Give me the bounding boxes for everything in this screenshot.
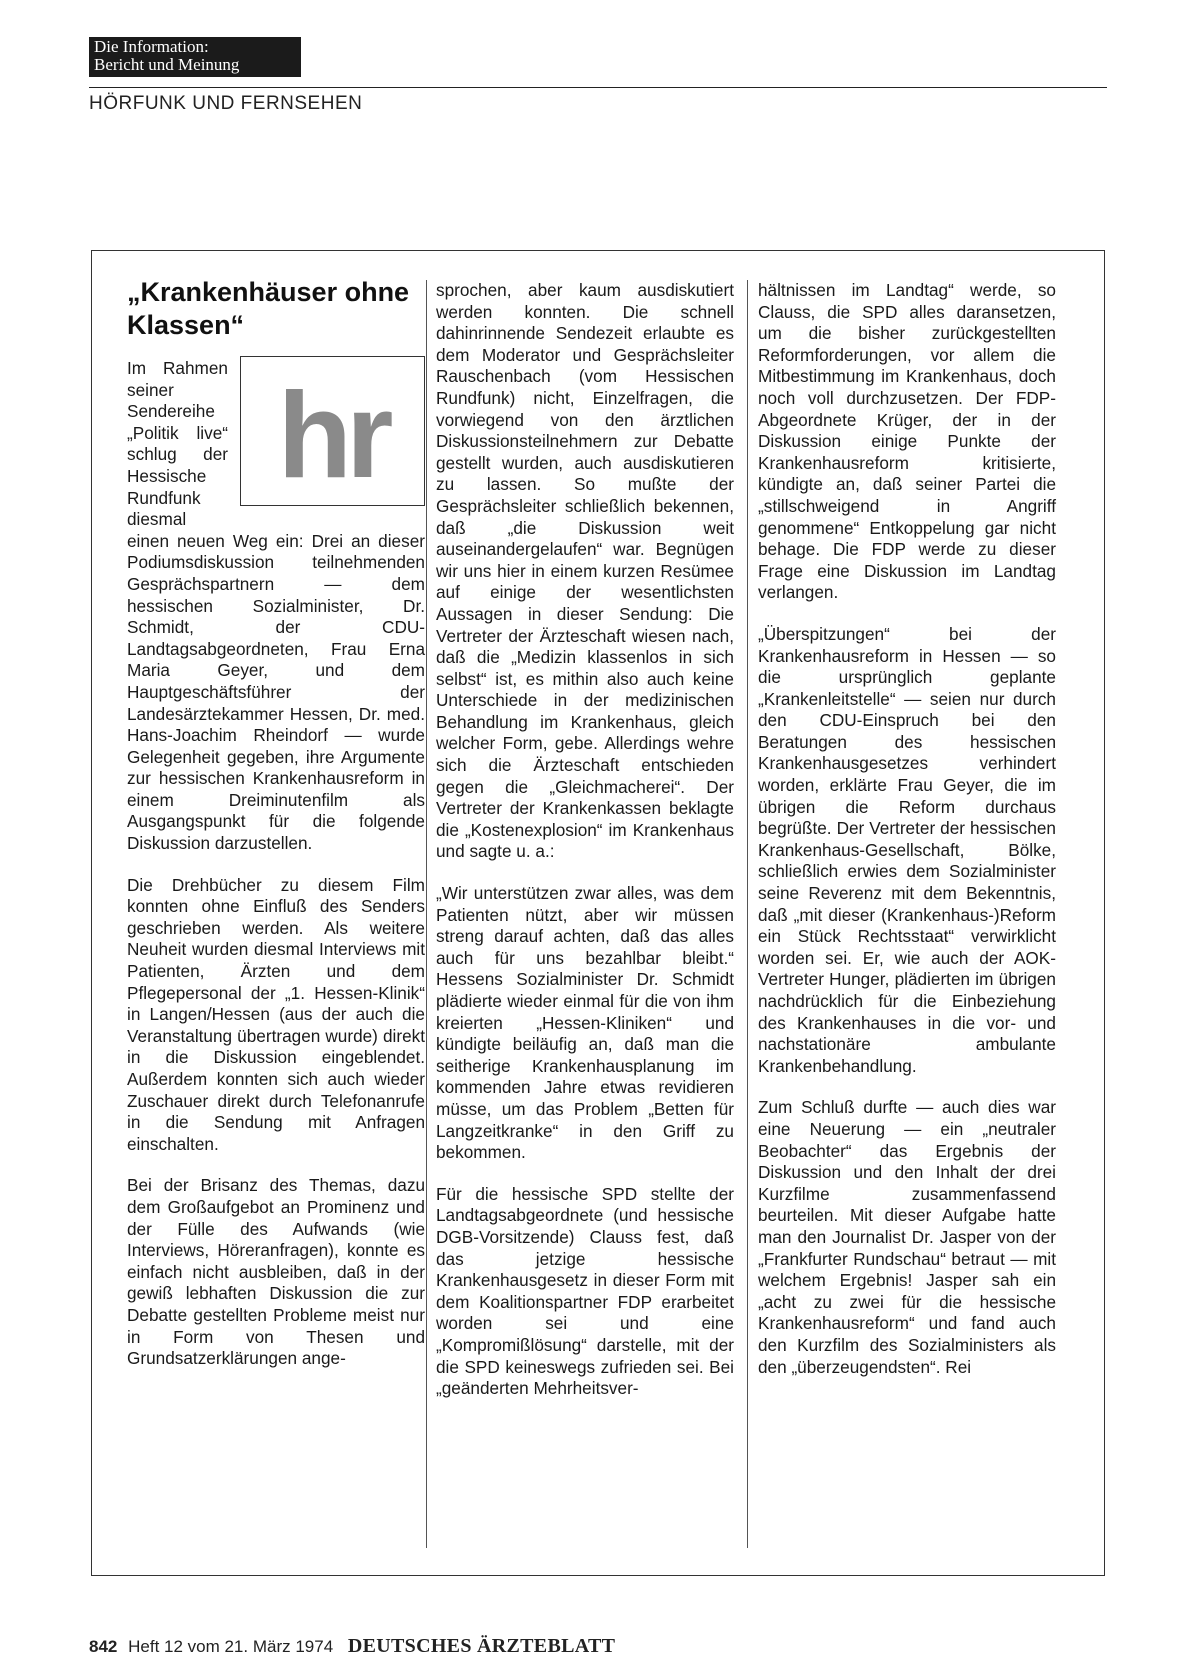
paragraph: Bei der Brisanz des Themas, dazu dem Großaufgebot an Prominenz und der Fülle des Aufwands (wie Interviews, Höreranfragen), konnte es einfach nicht ausbleiben, daß in der gewiß lebhaften Diskussion die zur Debatte gestellten Probleme meist nur in Form von Thesen und Grundsatzerklärungen ange- [127,1175,425,1369]
paragraph: Die Drehbücher zu diesem Film konnten ohne Einfluß des Senders geschrieben werden. Als weitere Neuheit wurden diesmal Interviews mit Patienten, Ärzten und dem Pflegepersonal der „1. Hessen-Klinik“ in Langen/Hessen (aus der auch die Veranstaltung übertragen wurde) direkt in die Diskussion eingeblendet. Außerdem konnten sich auch wieder Zuschauer direkt durch Telefonanrufe in die Sendung mit Anfragen einschalten. [127,874,425,1154]
hr-logo-text: hr [277,367,388,503]
paragraph: Für die hessische SPD stellte der Landtagsabgeordnete (und hessische DGB-Vorsitzende) Clauss fest, daß das jetzige hessische Krankenhausgesetz in dieser Form mit dem Koalitionspartner FDP erarbeitet worden sei und eine „Kompromißlösung“ darstelle, mit der die SPD keineswegs zufrieden sei. Bei „geänderten Mehrheitsver- [436,1183,734,1399]
column-divider [426,280,427,1548]
masthead-line-2: Bericht und Meinung [94,55,240,74]
page-footer [89,1635,615,1658]
paragraph: Zum Schluß durfte — auch dies war eine Neuerung — ein „neutraler Beobachter“ das Ergebnis der Diskussion und den Inhalt der drei Kurzfilme zusammenfassend beurteilen. Mit dieser Aufgabe hatte man den Journalist Dr. Jasper von der „Frankfurter Rundschau“ betraut — mit welchem Ergebnis! Jasper sah ein „acht zu zwei für die hessische Krankenhausreform“ und fand auch den Kurzfilm des Sozialministers als den „überzeugendsten“. Rei [758,1097,1056,1377]
article-headline: „Krankenhäuser ohne Klassen“ [127,277,410,340]
top-rule [89,87,1107,88]
column-divider [747,280,748,1548]
article-column-2 [436,280,734,1400]
masthead [89,37,301,77]
paragraph: Im Rahmen seiner Sendereihe „Politik live“ schlug der Hessische Rundfunk diesmal einen neuen Weg ein: Drei an dieser Podiumsdiskussion teilnehmenden Gesprächspartnern — dem hessischen Sozialminister, Dr. Schmidt, der CDU-Landtagsabgeordneten, Frau Erna Maria Geyer, und dem Hauptgeschäftsführer der Landesärztekammer Hessen, Dr. med. Hans-Joachim Rheindorf — wurde Gelegenheit gegeben, ihre Argumente zur hessischen Krankenhausreform in einem Dreiminutenfilm als Ausgangspunkt für die folgende Diskussion darzustellen. [127,358,425,854]
article-column-1 [127,358,425,1370]
paragraph: sprochen, aber kaum ausdiskutiert werden konnten. Die schnell dahinrinnende Sendezeit erlaubte es dem Moderator und Gesprächsleiter Rauschenbach (vom Hessischen Rundfunk) nicht, Einzelfragen, die vorwiegend von den ärztlichen Diskussionsteilnehmern zur Debatte gestellt wurden, auch ausdiskutieren zu lassen. So mußte der Gesprächsleiter schließlich bekennen, daß „die Diskussion weit auseinandergelaufen“ war. Begnügen wir uns hier in einem kurzen Resümee auf einige der wesentlichsten Aussagen in dieser Sendung: Die Vertreter der Ärzteschaft wiesen nach, daß die „Medizin klassenlos in sich selbst“ ist, es mithin also auch keine Unterschiede in der medizinischen Behandlung im Krankenhaus, gleich welcher Form, gebe. Allerdings wehre sich die Ärzteschaft entschieden gegen die „Gleichmacherei“. Der Vertreter der Krankenkassen beklagte die „Kostenexplosion“ im Krankenhaus und sagte u. a.: [436,280,734,862]
journal-name: DEUTSCHES ÄRZTEBLATT [347,1635,616,1657]
page-number: 842 [89,1637,118,1656]
masthead-line-1: Die Information: [94,37,209,56]
article-column-3 [758,280,1056,1378]
paragraph: „Wir unterstützen zwar alles, was dem Patienten nützt, aber wir müssen streng darauf achten, daß das alles auch für uns bezahlbar bleibt.“ Hessens Sozialminister Dr. Schmidt plädierte wieder einmal für die von ihm kreierten „Hessen-Kliniken“ und kündigte beiläufig an, daß man die seitherige Krankenhausplanung im kommenden Jahre etwas revidieren müsse, um das Problem „Betten für Langzeitkranke“ in den Griff zu bekommen. [436,883,734,1163]
issue-info: Heft 12 vom 21. März 1974 [128,1637,334,1656]
section-title: HÖRFUNK UND FERNSEHEN [89,93,363,114]
hr-logo [240,356,425,506]
paragraph: „Überspitzungen“ bei der Krankenhausreform in Hessen — so die ursprünglich geplante „Krankenleitstelle“ — seien nur durch den CDU-Einspruch bei den Beratungen des hessischen Krankenhausgesetzes verhindert worden, erklärte Frau Geyer, die im übrigen die Reform durchaus begrüßte. Der Vertreter der hessischen Krankenhaus-Gesellschaft, Bölke, schließlich erwies dem Sozialminister seine Reverenz mit dem Bekenntnis, daß „mit dieser (Krankenhaus-)Reform ein Stück Rechtsstaat“ verwirklicht worden sei. Er, wie auch der AOK-Vertreter Hunger, plädierten im übrigen nachdrücklich für die Einbeziehung des Krankenhauses in die vor- und nachstationäre ambulante Krankenbehandlung. [758,623,1056,1076]
paragraph: hältnissen im Landtag“ werde, so Clauss, die SPD alles daransetzen, um die bisher zurückgestellten Reformforderungen, vor allem die Mitbestimmung im Krankenhaus, doch noch voll durchzusetzen. Der FDP-Abgeordnete Krüger, der in der Diskussion einige Punkte der Krankenhausreform kritisierte, kündigte an, daß seiner Partei die „stillschweigend in Angriff genommene“ Entkoppelung gar nicht behage. Die FDP werde zu dieser Frage eine Diskussion im Landtag verlangen. [758,280,1056,603]
